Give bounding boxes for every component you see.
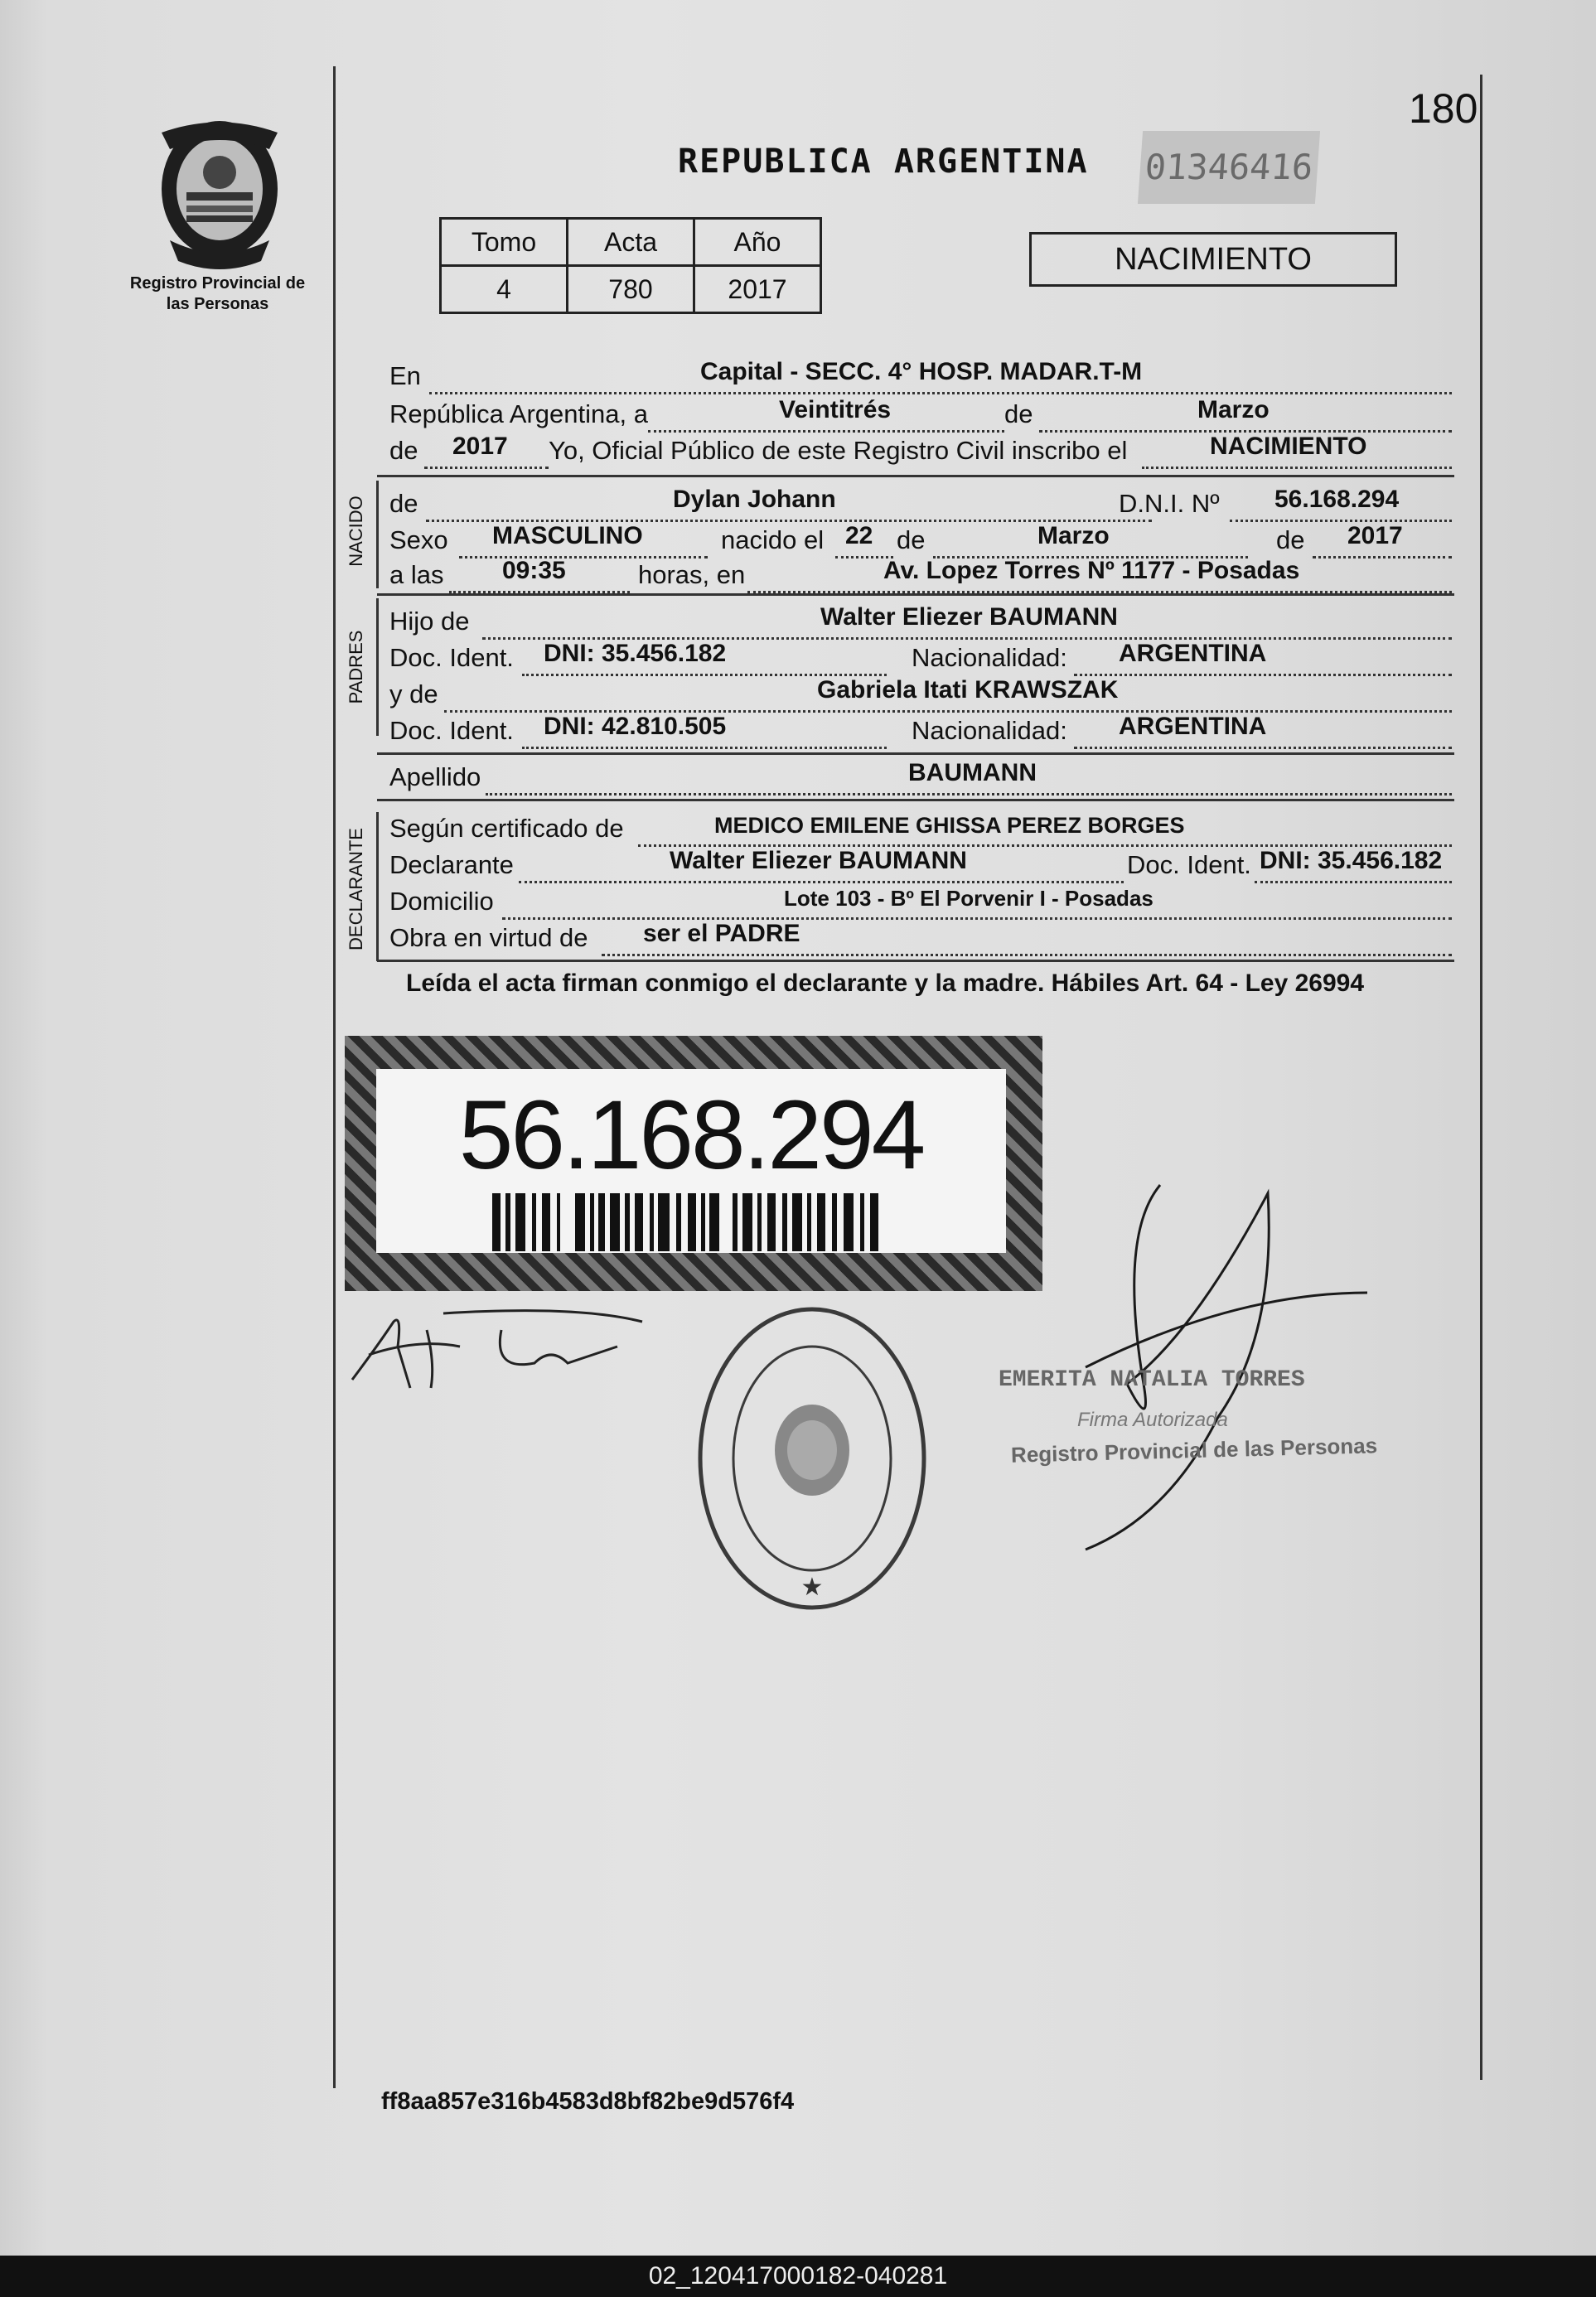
province-coat-of-arms-icon [153,116,286,273]
label-declarante-doc: Doc. Ident. [1127,850,1251,879]
officer-office-stamp: Registro Provincial de las Personas [1010,1433,1378,1468]
legal-note: Leída el acta firman conmigo el declarante y la madre. Hábiles Art. 64 - Ley 26994 [406,970,1365,997]
value-inscribo: NACIMIENTO [1210,433,1367,460]
value-mother-name: Gabriela Itati KRAWSZAK [817,676,1119,704]
value-mother-nationality: ARGENTINA [1119,713,1267,740]
value-father-nationality: ARGENTINA [1119,640,1267,667]
label-de-name: de [389,489,418,518]
record-table-header-row [441,219,821,266]
label-sexo: Sexo [389,525,448,554]
value-birth-year: 2017 [1347,522,1403,549]
document-type-box: NACIMIENTO [1029,232,1397,287]
delegation-stamp-icon [692,1301,932,1616]
nacido-section-bar [376,481,379,588]
barcode-sticker-inner [376,1069,1006,1253]
value-day-words: Veintitrés [779,396,892,423]
label-dni: D.N.I. Nº [1119,489,1220,518]
row-certificado [389,812,1452,849]
label-declarante: Declarante [389,850,514,879]
value-birth-place: Av. Lopez Torres Nº 1177 - Posadas [883,557,1300,584]
row-nacido-name [389,487,1452,524]
label-hijo-de: Hijo de [389,607,470,636]
value-domicilio: Lote 103 - Bº El Porvenir I - Posadas [784,886,1153,911]
serial-number-stamp: 01346416 [1138,131,1320,204]
value-sexo: MASCULINO [492,522,643,549]
registry-name: Registro Provincial de las Personas [129,274,306,313]
row-place [389,360,1452,396]
footer-code-bar: 02_120417000182-040281 [0,2256,1596,2297]
divider-legal [377,960,1454,962]
record-header-ano: Año [694,219,821,266]
country-title: REPUBLICA ARGENTINA [678,143,1089,181]
label-domicilio: Domicilio [389,887,494,916]
value-mother-doc: DNI: 42.810.505 [544,713,727,740]
record-table-value-row [441,266,821,313]
label-father-doc: Doc. Ident. [389,643,514,672]
value-child-dni: 56.168.294 [1274,486,1400,513]
row-nacido-sexo [389,524,1452,560]
label-apellido: Apellido [389,762,481,791]
left-margin-line [333,66,336,2088]
value-year: 2017 [452,433,508,460]
label-a-las: a las [389,560,444,589]
value-father-name: Walter Eliezer BAUMANN [820,603,1118,631]
value-place: Capital - SECC. 4° HOSP. MADAR.T-M [700,358,1143,385]
label-republica: República Argentina, a [389,399,648,428]
record-header-tomo: Tomo [441,219,568,266]
record-value-acta: 780 [568,266,694,313]
record-value-ano: 2017 [694,266,821,313]
row-declarante [389,849,1452,885]
row-mother-name [389,678,1452,714]
record-header-acta: Acta [568,219,694,266]
barcode-number: 56.168.294 [458,1081,924,1190]
divider-declarante [377,799,1454,801]
row-inscribo [389,434,1452,471]
divider-nacido [377,475,1454,477]
label-mother-doc: Doc. Ident. [389,716,514,745]
section-label-declarante: DECLARANTE [346,828,366,950]
label-en: En [389,361,421,390]
row-father-doc [389,641,1452,678]
row-nacido-hora [389,559,1452,595]
barcode-icon [492,1193,890,1251]
declarant-signature-icon [344,1297,650,1396]
value-apellido: BAUMANN [908,759,1037,786]
row-apellido [389,761,1452,797]
label-obra: Obra en virtud de [389,923,588,952]
value-obra: ser el PADRE [643,920,800,947]
officer-name-stamp: EMERITA NATALIA TORRES [999,1367,1305,1393]
right-margin-line [1480,75,1482,2080]
officer-title-stamp: Firma Autorizada [1077,1409,1228,1431]
label-mother-nationality: Nacionalidad: [912,716,1067,745]
section-label-padres: PADRES [346,630,366,704]
label-y-de: y de [389,679,438,708]
row-date [389,398,1452,434]
label-nacido-el: nacido el [721,525,825,554]
label-de-month: de [897,525,926,554]
row-domicilio [389,885,1452,921]
label-de-birth-year: de [1276,525,1305,554]
label-certificado: Según certificado de [389,814,624,843]
label-de: de [1004,399,1033,428]
label-de-year: de [389,436,418,465]
barcode-sticker [345,1036,1042,1291]
value-time: 09:35 [502,557,566,584]
row-mother-doc [389,714,1452,751]
label-father-nationality: Nacionalidad: [912,643,1067,672]
row-father-name [389,605,1452,641]
section-label-nacido: NACIDO [346,496,366,567]
document-hash: ff8aa857e316b4583d8bf82be9d576f4 [381,2088,795,2115]
label-horas-en: horas, en [638,560,746,589]
record-table [439,217,822,314]
value-father-doc: DNI: 35.456.182 [544,640,727,667]
value-birth-month: Marzo [1037,522,1110,549]
label-inscribo: Yo, Oficial Público de este Registro Civil inscribo el [549,436,1128,465]
value-birth-day: 22 [845,522,873,549]
value-child-name: Dylan Johann [673,486,836,513]
declarante-section-bar [376,812,379,961]
page-number: 180 [1409,85,1478,132]
value-declarante-name: Walter Eliezer BAUMANN [670,847,967,874]
row-obra [389,921,1452,958]
divider-apellido [377,752,1454,755]
record-value-tomo: 4 [441,266,568,313]
value-certificado: MEDICO EMILENE GHISSA PEREZ BORGES [714,813,1185,838]
padres-section-bar [376,598,379,736]
value-declarante-doc: DNI: 35.456.182 [1260,847,1443,874]
value-month: Marzo [1197,396,1270,423]
divider-padres [377,593,1454,596]
svg-text:★: ★ [800,1573,824,1602]
